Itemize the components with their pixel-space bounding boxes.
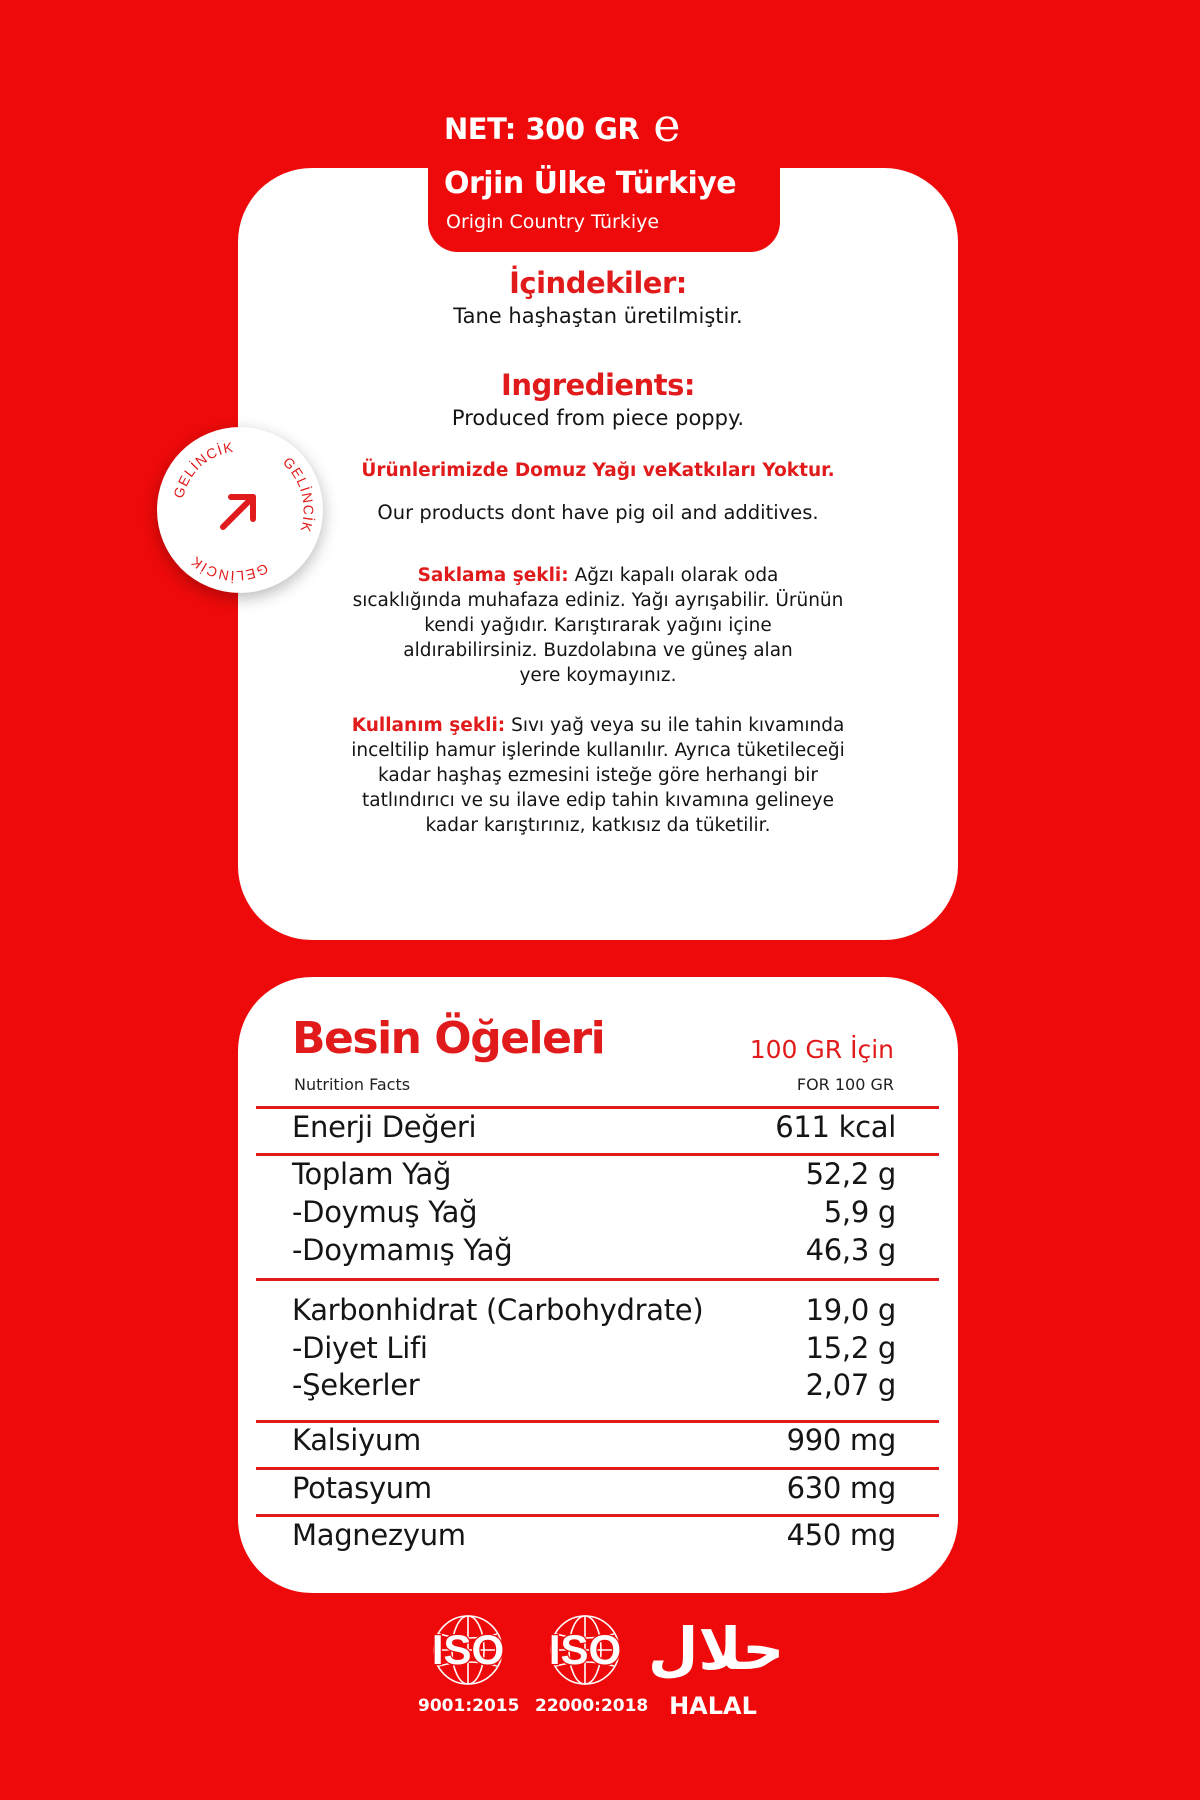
ingredients-text-tr: Tane haşhaştan üretilmiştir. xyxy=(453,304,743,328)
nutrition-row xyxy=(292,1331,896,1365)
iso-9001-caption: 9001:2015 xyxy=(418,1696,520,1716)
iso-22000-caption: 22000:2018 xyxy=(535,1696,649,1716)
nutrient-value: 2,07 g xyxy=(805,1368,896,1402)
ingredients-heading-tr: İçindekiler: xyxy=(509,266,687,300)
storage-line: Saklama şekli: Ağzı kapalı olarak oda xyxy=(417,565,779,586)
badge-graphic xyxy=(157,427,323,593)
nutrient-value: 52,2 g xyxy=(805,1157,896,1191)
nutrient-label: Kalsiyum xyxy=(292,1423,421,1457)
table-divider xyxy=(256,1467,939,1470)
nutrition-subtitle: Nutrition Facts xyxy=(294,1075,411,1094)
storage-line: kendi yağıdır. Karıştırarak yağını içine xyxy=(424,615,772,636)
usage-line: Kullanım şekli: Sıvı yağ veya su ile tahin kıvamında xyxy=(351,715,845,736)
usage-line: kadar haşhaş ezmesini isteğe göre herhangi bir xyxy=(378,765,818,786)
nutrition-row xyxy=(292,1423,896,1457)
table-divider xyxy=(256,1153,939,1156)
usage-label: Kullanım şekli: xyxy=(351,715,506,736)
origin-country-tr: Orjin Ülke Türkiye xyxy=(444,166,737,201)
no-pork-notice-en: Our products dont have pig oil and additives. xyxy=(377,501,819,524)
usage-line: kadar karıştırınız, katkısız da tüketilir. xyxy=(425,815,771,836)
nutrient-value: 611 kcal xyxy=(775,1110,896,1144)
halal-caption: HALAL xyxy=(669,1692,757,1720)
net-weight: NET: 300 GR xyxy=(444,112,640,146)
nutrient-value: 15,2 g xyxy=(805,1331,896,1365)
badge-text-right: GELİNCİK xyxy=(279,453,317,535)
iso-mark: ISO xyxy=(431,1626,505,1673)
nutrient-value: 990 mg xyxy=(786,1423,896,1457)
nutrition-row xyxy=(292,1471,896,1505)
storage-instructions xyxy=(238,563,958,688)
nutrient-label: Toplam Yağ xyxy=(292,1157,452,1191)
nutrition-row xyxy=(292,1110,896,1144)
nutrition-row xyxy=(292,1157,896,1191)
table-divider xyxy=(256,1106,939,1109)
iso-9001-logo xyxy=(418,1612,518,1722)
usage-instructions xyxy=(238,713,958,838)
brand-logo: e xyxy=(653,98,680,152)
nutrient-value: 46,3 g xyxy=(805,1233,896,1267)
svg-text:GELİNCİK xyxy=(170,439,235,500)
svg-text:GELİNCİK xyxy=(187,553,270,585)
table-divider xyxy=(256,1278,939,1281)
net-weight-line xyxy=(444,98,680,152)
per-100g-sublabel: FOR 100 GR xyxy=(796,1075,894,1094)
nutrient-label: Karbonhidrat (Carbohydrate) xyxy=(292,1293,704,1327)
nutrient-label: Magnezyum xyxy=(292,1518,466,1552)
nutrition-row xyxy=(292,1195,896,1229)
nutrient-value: 450 mg xyxy=(786,1518,896,1552)
storage-label: Saklama şekli: xyxy=(417,565,569,586)
iso-mark: ISO xyxy=(548,1626,622,1673)
arrow-up-right-icon xyxy=(223,497,253,527)
storage-line: aldırabilirsiniz. Buzdolabına ve güneş alan xyxy=(403,640,793,661)
nutrient-value: 5,9 g xyxy=(823,1195,896,1229)
nutrition-row xyxy=(292,1518,896,1552)
nutrition-card xyxy=(238,977,958,1593)
table-divider xyxy=(256,1514,939,1517)
nutrient-label: -Doymuş Yağ xyxy=(292,1195,478,1229)
nutrient-label: -Şekerler xyxy=(292,1368,420,1402)
iso-22000-logo xyxy=(535,1612,649,1722)
ingredients-card xyxy=(238,168,958,940)
no-pork-notice-tr: Ürünlerimizde Domuz Yağı veKatkıları Yoktur. xyxy=(361,460,835,481)
nutrient-value: 630 mg xyxy=(786,1471,896,1505)
globe-icon xyxy=(535,1612,635,1692)
ingredients-heading-en: Ingredients: xyxy=(501,368,695,402)
halal-logo xyxy=(648,1612,785,1722)
nutrition-row xyxy=(292,1368,896,1402)
nutrient-value: 19,0 g xyxy=(805,1293,896,1327)
usage-line: tatlındırıcı ve su ilave edip tahin kıvamına gelineye xyxy=(362,790,834,811)
nutrient-label: -Diyet Lifi xyxy=(292,1331,428,1365)
svg-text:GELİNCİK xyxy=(280,454,317,535)
usage-line: inceltilip hamur işlerinde kullanılır. Ayrıca tüketileceği xyxy=(351,740,845,761)
nutrient-label: Enerji Değeri xyxy=(292,1110,477,1144)
nutrient-label: Potasyum xyxy=(292,1471,432,1505)
origin-tab xyxy=(428,160,780,252)
ingredients-text-en: Produced from piece poppy. xyxy=(451,406,745,430)
nutrition-row xyxy=(292,1293,896,1327)
storage-line: yere koymayınız. xyxy=(519,665,677,686)
badge-text-top: GELİNCİK xyxy=(170,438,236,500)
nutrition-title: Besin Öğeleri xyxy=(292,1013,605,1064)
badge-text-bottom: GELİNCİK xyxy=(187,552,271,585)
nutrient-label: -Doymamış Yağ xyxy=(292,1233,513,1267)
globe-icon xyxy=(418,1612,518,1692)
halal-script-icon: حلال xyxy=(648,1615,785,1683)
gelincik-badge xyxy=(157,427,323,593)
origin-country-en: Origin Country Türkiye xyxy=(446,211,660,233)
storage-line: sıcaklığında muhafaza ediniz. Yağı ayrışabilir. Ürünün xyxy=(352,590,844,611)
nutrition-row xyxy=(292,1233,896,1267)
per-100g-label: 100 GR İçin xyxy=(749,1035,894,1064)
